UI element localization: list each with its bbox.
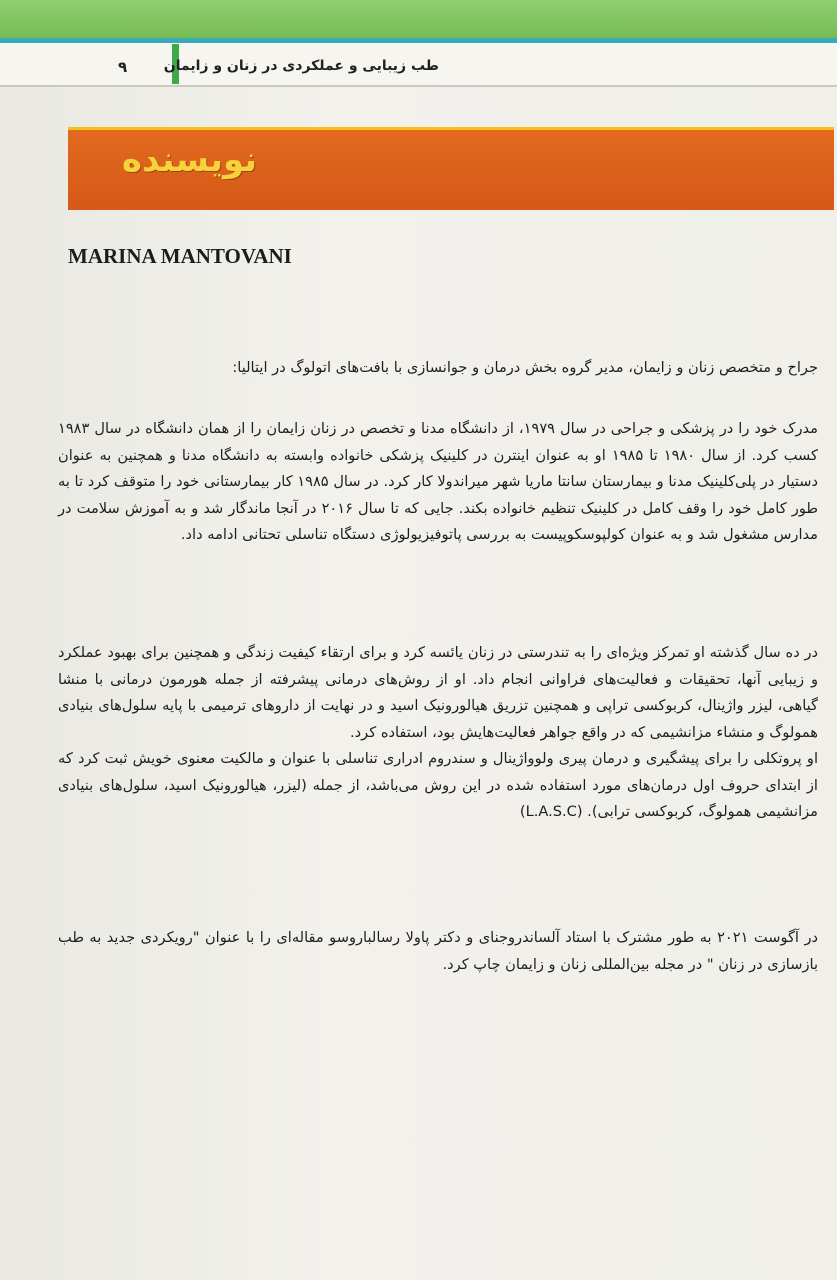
section-title: نویسنده [122,140,258,180]
paragraph: مدرک خود را در پزشکی و جراحی در سال ۱۹۷۹، از دانشگاه مدنا و تخصص در زنان زایمان را از همان دانشگاه در سال ۱۹۸۳ کسب کرد. از سال ۱۹۸۰ تا ۱۹۸۵ او به عنوان اینترن در کلینیک پزشکی خانواده وابسته به دانشگاه مدنا و همچنین به عنوان دستیار در پلی‌کلینیک مدنا و بیمارستان سانتا ماریا شهر میراندولا کار کرد. در سال ۱۹۸۵ کار بیمارستانی خود را متوقف کرد تا به طور کامل خود را وقف کامل در کلینیک تنظیم خانواده بکند. جایی که تا سال ۲۰۱۶ در آنجا ماندگار شد و به آموزش سلامت در مدارس مشغول شد و به عنوان کولپوسکوپیست به بررسی پاتوفیزیولوژی دستگاه تناسلی تحتانی ادامه داد. [58,420,819,543]
author-name: MARINA MANTOVANI [68,244,292,268]
paragraph: جراح و متخصص زنان و زایمان، مدیر گروه بخش درمان و جوانسازی با بافت‌های اتولوگ در ایتالیا: [232,359,818,376]
running-header-title: طب زیبایی و عملکردی در زنان و زایمان [163,58,439,74]
paragraph: او پروتکلی را برای پیشگیری و درمان پیری ولوواژینال و سندروم ادراری تناسلی با عنوان و مالکیت معنوی خویش ثبت کرد که از ابتدای حروف اول درمان‌های مورد استفاده شده در این روش می‌باشد، از جمله (لیزر، هیالورونیک اسید، سلول‌های بنیادی مزانشیمی همولوگ، کربوکسی ترابی). (L.A.S.C) [58,750,818,820]
bio-education [58,416,818,549]
bio-research [58,640,818,826]
paragraph: در ده سال گذشته او تمرکز ویژه‌ای را به تندرستی در زنان یائسه کرد و برای ارتقاء کیفیت زندگی و همچنین برای بهبود عملکرد و زیبایی آنها، تحقیقات و فعالیت‌های فراوانی انجام داد. او از روش‌های درمانی پیشرفته از جمله هورمون درمانی با منشا گیاهی، لیزر واژینال، کربوکسی تراپی و همچنین تزریق هیالورونیک اسید و در نهایت از داروهای ترمیمی با پایه سلول‌های بنیادی همولوگ و منشاء مزانشیمی که در واقع جواهر فعالیت‌هایش بود، استفاده کرد. [58,644,818,741]
bio-publication [58,925,818,978]
paragraph: در آگوست ۲۰۲۱ به طور مشترک با استاد آلساندروجنای و دکتر پاولا رسالباروسو مقاله‌ای را با عنوان "رویکردی جدید به طب بازسازی در زنان " در مجله بین‌المللی زنان و زایمان چاپ کرد. [58,929,818,973]
bio-intro [58,355,818,382]
page-number: ۹ [118,58,128,76]
top-color-band [0,0,837,38]
